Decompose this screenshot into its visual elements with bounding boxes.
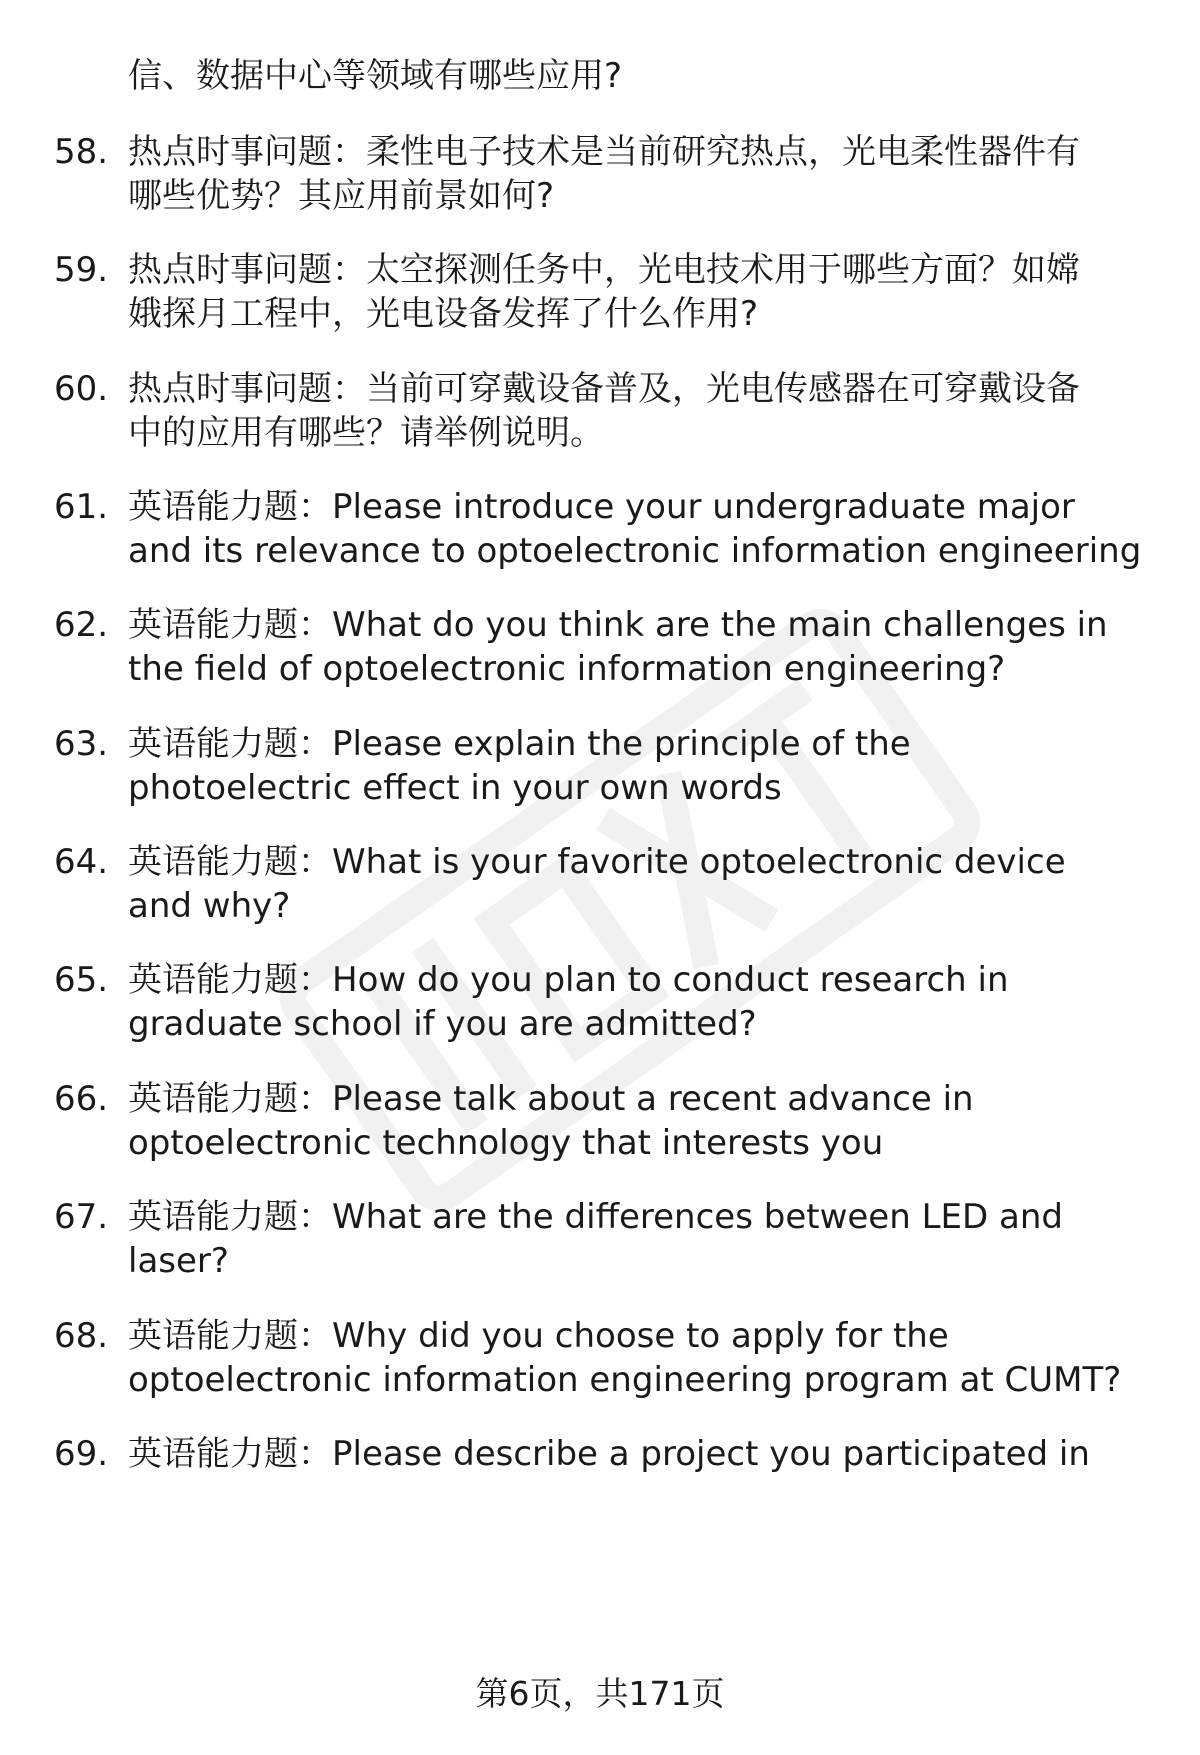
item-number: 64. [54,842,109,882]
item-text-line: 热点时事问题：当前可穿戴设备普及，光电传感器在可穿戴设备 [128,369,1080,409]
item-text-line: optoelectronic information engineering program at CUMT? [128,1360,1122,1400]
item-text-line: and why? [128,886,291,926]
continuation-line: 信、数据中心等领域有哪些应用? [128,56,623,96]
item-text-line: 热点时事问题：柔性电子技术是当前研究热点，光电柔性器件有 [128,132,1080,172]
item-text-line: 英语能力题：What do you think are the main challenges in [128,605,1108,645]
item-text-line: 英语能力题：What are the differences between LED and [128,1197,1063,1237]
item-number: 66. [54,1079,109,1119]
item-text-line: 英语能力题：Please talk about a recent advance in [128,1079,974,1119]
item-text-line: photoelectric effect in your own words [128,768,782,808]
item-number: 61. [54,487,109,527]
item-text-line: 英语能力题：Please introduce your undergraduate major [128,487,1075,527]
item-text-line: 哪些优势？其应用前景如何? [128,176,555,216]
item-text-line: 中的应用有哪些？请举例说明。 [128,413,604,453]
item-text-line: 英语能力题：Please describe a project you participated in [128,1434,1090,1474]
item-number: 67. [54,1197,109,1237]
item-text-line: laser? [128,1241,229,1281]
item-number: 65. [54,960,109,1000]
item-text-line: graduate school if you are admitted? [128,1004,757,1044]
item-text-line: 英语能力题：How do you plan to conduct research in [128,960,1009,1000]
item-text-line: 娥探月工程中，光电设备发挥了什么作用? [128,294,759,334]
item-text-line: 英语能力题：What is your favorite optoelectronic device [128,842,1066,882]
item-number: 59. [54,250,109,290]
item-text-line: 热点时事问题：太空探测任务中，光电技术用于哪些方面？如嫦 [128,250,1080,290]
item-text-line: and its relevance to optoelectronic information engineering [128,531,1142,571]
page-footer: 第6页，共171页 [475,1674,725,1713]
item-text-line: 英语能力题：Why did you choose to apply for the [128,1316,949,1356]
item-number: 68. [54,1316,109,1356]
item-number: 58. [54,132,109,172]
item-number: 69. [54,1434,109,1474]
item-text-line: optoelectronic technology that interests you [128,1123,884,1163]
item-text-line: 英语能力题：Please explain the principle of the [128,724,911,764]
item-number: 60. [54,369,109,409]
item-number: 62. [54,605,109,645]
item-number: 63. [54,724,109,764]
item-text-line: the field of optoelectronic information engineering? [128,649,1006,689]
